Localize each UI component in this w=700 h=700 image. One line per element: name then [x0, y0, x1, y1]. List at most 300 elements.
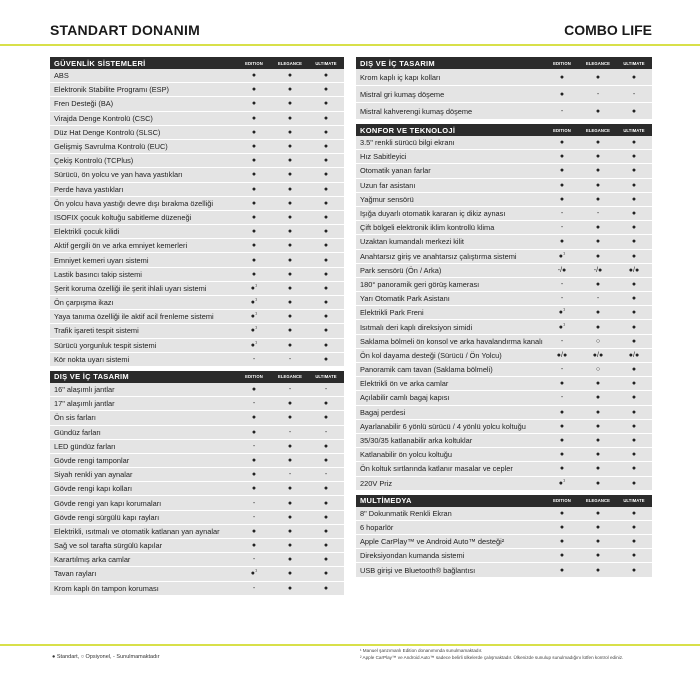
- table-row: [50, 83, 344, 97]
- table-row: [356, 86, 652, 103]
- value-edition: [544, 510, 580, 517]
- value-ultimate: [616, 167, 652, 174]
- table-row: [50, 310, 344, 324]
- table-row: [50, 97, 344, 111]
- feature-label: Anahtarsız giriş ve anahtarsız çalıştırma sistemi: [360, 251, 517, 261]
- availability-mark: ●: [595, 280, 601, 288]
- table-row: [50, 253, 344, 267]
- availability-mark: ●: [631, 465, 637, 473]
- availability-mark: ●: [250, 327, 255, 335]
- feature-label: Krom kaplı ön tampon koruması: [54, 583, 159, 593]
- value-ultimate: [616, 510, 652, 517]
- feature-label: Panoramik cam tavan (Saklama bölmeli): [360, 365, 493, 375]
- feature-label: Gövde rengi kapı kolları: [54, 484, 133, 494]
- table-row: [50, 324, 344, 338]
- availability-mark: ●: [287, 256, 293, 264]
- table-row: [50, 282, 344, 296]
- value-ultimate: [616, 324, 652, 331]
- table-row: [50, 339, 344, 353]
- column-header-elegance: ELEGANCE: [277, 374, 303, 380]
- availability-mark: ●: [251, 270, 257, 278]
- value-edition: [236, 228, 272, 235]
- feature-label: LED gündüz farları: [54, 441, 116, 451]
- footnote-ref: 1: [563, 477, 566, 483]
- availability-mark: ●: [251, 185, 257, 193]
- value-elegance: [272, 157, 308, 164]
- value-edition: [544, 281, 580, 288]
- feature-label: Trafik işareti tespit sistemi: [54, 326, 139, 336]
- availability-mark: -/●: [593, 266, 603, 274]
- table-row: [50, 468, 344, 482]
- value-ultimate: [308, 471, 344, 478]
- value-elegance: [580, 224, 616, 231]
- availability-mark: ●: [558, 323, 563, 331]
- availability-mark: ●: [631, 366, 637, 374]
- availability-mark: ●: [323, 513, 329, 521]
- availability-mark: ●/●: [592, 351, 604, 359]
- availability-mark: ●: [251, 428, 257, 436]
- value-elegance: [580, 210, 616, 217]
- feature-label: Fren Desteği (BA): [54, 99, 114, 109]
- table-row: [356, 207, 652, 221]
- value-ultimate: [308, 285, 344, 292]
- spec-section-konfor: [356, 124, 652, 491]
- availability-mark: ●: [250, 341, 255, 349]
- table-row: [356, 477, 652, 491]
- feature-label: Direksiyondan kumanda sistemi: [360, 551, 465, 561]
- value-edition: [236, 157, 272, 164]
- value-ultimate: [616, 196, 652, 203]
- availability-mark: ●: [251, 143, 257, 151]
- availability-mark: -: [252, 584, 256, 592]
- feature-label: Yaya tanıma özelliği ile aktif acil frenleme sistemi: [54, 312, 214, 322]
- feature-label: Gövde rengi tamponlar: [54, 455, 130, 465]
- availability-mark: ●: [323, 86, 329, 94]
- availability-mark: -: [252, 400, 256, 408]
- column-header-ultimate: ULTIMATE: [623, 498, 645, 504]
- availability-mark: ●: [323, 72, 329, 80]
- value-edition: [236, 429, 272, 436]
- table-row: [356, 521, 652, 535]
- value-edition: [236, 296, 272, 307]
- value-edition: [236, 443, 272, 450]
- value-ultimate: [308, 556, 344, 563]
- value-ultimate: [308, 528, 344, 535]
- availability-mark: -: [560, 107, 564, 115]
- availability-mark: ●: [595, 538, 601, 546]
- availability-mark: -: [560, 224, 564, 232]
- value-ultimate: [616, 437, 652, 444]
- availability-mark: ●: [559, 465, 565, 473]
- availability-mark: -: [560, 210, 564, 218]
- footnote-ref: 1: [563, 321, 566, 327]
- value-elegance: [580, 352, 616, 359]
- availability-mark: ●: [287, 513, 293, 521]
- value-edition: [236, 514, 272, 521]
- feature-label: Tavan rayları: [54, 569, 97, 579]
- availability-mark: ●: [559, 523, 565, 531]
- spec-section-dis-ic-left: [50, 371, 344, 596]
- availability-mark: ●: [631, 181, 637, 189]
- availability-mark: ●: [287, 456, 293, 464]
- table-row: [356, 235, 652, 249]
- value-ultimate: [308, 542, 344, 549]
- value-edition: [544, 250, 580, 260]
- feature-label: Mistral kahverengi kumaş döşeme: [360, 106, 473, 116]
- value-elegance: [272, 386, 308, 393]
- availability-mark: -: [324, 471, 328, 479]
- value-elegance: [272, 429, 308, 436]
- value-elegance: [272, 86, 308, 93]
- value-edition: [236, 485, 272, 492]
- availability-mark: ●: [323, 114, 329, 122]
- value-edition: [236, 400, 272, 407]
- value-ultimate: [308, 342, 344, 349]
- value-ultimate: [308, 214, 344, 221]
- availability-mark: ●: [559, 552, 565, 560]
- value-ultimate: [308, 271, 344, 278]
- feature-label: 16" alaşımlı jantlar: [54, 385, 115, 395]
- availability-mark: ●: [287, 327, 293, 335]
- table-row: [356, 377, 652, 391]
- value-ultimate: [616, 91, 652, 98]
- value-elegance: [580, 380, 616, 387]
- value-elegance: [580, 552, 616, 559]
- feature-label: Ön çarpışma ikazı: [54, 298, 114, 308]
- availability-mark: ●: [323, 400, 329, 408]
- section-title: MULTİMEDYA: [360, 496, 412, 506]
- availability-mark: ●: [595, 73, 601, 81]
- availability-mark: ●: [631, 509, 637, 517]
- section-header: [356, 124, 652, 136]
- column-header-elegance: ELEGANCE: [585, 498, 611, 504]
- availability-mark: ●: [287, 100, 293, 108]
- value-elegance: [272, 171, 308, 178]
- availability-mark: -: [596, 90, 600, 98]
- availability-mark: ●: [251, 100, 257, 108]
- table-row: [356, 363, 652, 377]
- feature-label: Çift bölgeli elektronik iklim kontrollü klima: [360, 223, 495, 233]
- value-edition: [236, 271, 272, 278]
- table-row: [356, 448, 652, 462]
- value-elegance: [580, 437, 616, 444]
- value-edition: [236, 310, 272, 321]
- column-header-edition: EDITION: [553, 498, 571, 504]
- value-edition: [544, 477, 580, 487]
- availability-mark: ●: [559, 181, 565, 189]
- availability-mark: -: [596, 210, 600, 218]
- table-row: [50, 567, 344, 581]
- value-elegance: [580, 74, 616, 81]
- availability-mark: ●: [595, 523, 601, 531]
- value-elegance: [580, 153, 616, 160]
- availability-mark: ●: [323, 242, 329, 250]
- value-elegance: [272, 72, 308, 79]
- feature-label: Elektronik Stabilite Programı (ESP): [54, 85, 170, 95]
- value-ultimate: [616, 238, 652, 245]
- value-elegance: [580, 366, 616, 373]
- legend: ● Standart, ○ Opsiyonel, - Sunulmamaktadır: [52, 654, 160, 660]
- value-ultimate: [308, 129, 344, 136]
- value-edition: [236, 115, 272, 122]
- feature-label: Otomatik yanan farlar: [360, 166, 431, 176]
- availability-mark: ●: [251, 128, 257, 136]
- availability-mark: ●: [287, 284, 293, 292]
- footnotes: [360, 648, 650, 662]
- value-ultimate: [308, 514, 344, 521]
- availability-mark: ●: [559, 90, 565, 98]
- availability-mark: ●: [323, 256, 329, 264]
- feature-label: Apple CarPlay™ ve Android Auto™ desteği²: [360, 537, 505, 547]
- value-elegance: [272, 570, 308, 577]
- table-row: [50, 239, 344, 253]
- availability-mark: -: [560, 295, 564, 303]
- value-ultimate: [616, 74, 652, 81]
- availability-mark: ●: [287, 313, 293, 321]
- value-edition: [236, 129, 272, 136]
- value-ultimate: [616, 380, 652, 387]
- value-elegance: [580, 281, 616, 288]
- value-elegance: [580, 309, 616, 316]
- value-elegance: [580, 196, 616, 203]
- availability-mark: ●: [323, 456, 329, 464]
- table-row: [356, 193, 652, 207]
- value-edition: [544, 210, 580, 217]
- table-row: [356, 549, 652, 563]
- value-edition: [544, 524, 580, 531]
- table-row: [50, 525, 344, 539]
- table-row: [356, 278, 652, 292]
- value-elegance: [580, 338, 616, 345]
- value-elegance: [272, 414, 308, 421]
- right-column: [356, 57, 652, 582]
- feature-label: Çekiş Kontrolü (TCPlus): [54, 156, 134, 166]
- value-elegance: [580, 394, 616, 401]
- availability-mark: ●: [287, 341, 293, 349]
- feature-label: Katlanabilir ön yolcu koltuğu: [360, 450, 453, 460]
- table-row: [50, 197, 344, 211]
- section-title: GÜVENLİK SİSTEMLERİ: [54, 58, 146, 68]
- availability-mark: ●: [631, 337, 637, 345]
- availability-mark: ○: [595, 337, 601, 345]
- value-ultimate: [616, 465, 652, 472]
- value-elegance: [272, 500, 308, 507]
- value-edition: [236, 471, 272, 478]
- feature-label: Gövde rengi yan kapı korumaları: [54, 498, 162, 508]
- availability-mark: ●: [631, 437, 637, 445]
- value-ultimate: [308, 386, 344, 393]
- availability-mark: ●: [287, 228, 293, 236]
- value-elegance: [272, 471, 308, 478]
- feature-label: Aktif gergili ön ve arka emniyet kemerleri: [54, 241, 188, 251]
- table-row: [50, 168, 344, 182]
- value-elegance: [272, 542, 308, 549]
- availability-mark: ●: [287, 157, 293, 165]
- availability-mark: ●: [595, 437, 601, 445]
- value-ultimate: [308, 228, 344, 235]
- availability-mark: ●: [631, 153, 637, 161]
- table-row: [50, 511, 344, 525]
- availability-mark: ●: [287, 499, 293, 507]
- availability-mark: ●: [323, 185, 329, 193]
- value-ultimate: [308, 299, 344, 306]
- value-ultimate: [616, 524, 652, 531]
- value-edition: [544, 552, 580, 559]
- availability-mark: ●: [631, 252, 637, 260]
- table-row: [50, 211, 344, 225]
- column-header-ultimate: ULTIMATE: [315, 374, 337, 380]
- table-row: [356, 250, 652, 264]
- value-ultimate: [616, 451, 652, 458]
- feature-label: Uzun far asistanı: [360, 180, 416, 190]
- table-row: [50, 140, 344, 154]
- availability-mark: ●: [631, 422, 637, 430]
- section-title: KONFOR VE TEKNOLOJİ: [360, 125, 456, 135]
- availability-mark: ●: [559, 437, 565, 445]
- value-edition: [544, 465, 580, 472]
- value-edition: [236, 457, 272, 464]
- footnote-ref: 1: [255, 339, 258, 345]
- feature-label: Bagaj perdesi: [360, 407, 406, 417]
- feature-label: USB girişi ve Bluetooth® bağlantısı: [360, 565, 476, 575]
- availability-mark: ●: [595, 252, 601, 260]
- value-elegance: [272, 285, 308, 292]
- value-ultimate: [308, 86, 344, 93]
- value-edition: [236, 542, 272, 549]
- availability-mark: ●: [559, 451, 565, 459]
- value-edition: [236, 556, 272, 563]
- availability-mark: ●: [323, 327, 329, 335]
- feature-label: Isıtmalı deri kaplı direksiyon simidi: [360, 322, 473, 332]
- table-row: [50, 426, 344, 440]
- availability-mark: ●: [250, 284, 255, 292]
- feature-label: 6 hoparlör: [360, 522, 394, 532]
- value-edition: [236, 100, 272, 107]
- availability-mark: ●: [631, 380, 637, 388]
- availability-mark: ●: [287, 199, 293, 207]
- value-elegance: [580, 510, 616, 517]
- value-edition: [544, 196, 580, 203]
- feature-label: 3.5" renkli sürücü bilgi ekranı: [360, 138, 455, 148]
- availability-mark: ●: [251, 527, 257, 535]
- value-ultimate: [616, 480, 652, 487]
- feature-label: Sürücü, ön yolcu ve yan hava yastıkları: [54, 170, 183, 180]
- value-elegance: [580, 238, 616, 245]
- availability-mark: ●: [595, 465, 601, 473]
- value-ultimate: [308, 585, 344, 592]
- value-ultimate: [616, 552, 652, 559]
- feature-label: 17" alaşımlı jantlar: [54, 399, 115, 409]
- availability-mark: ●/●: [556, 351, 568, 359]
- value-ultimate: [308, 570, 344, 577]
- table-row: [50, 440, 344, 454]
- table-row: [356, 264, 652, 278]
- availability-mark: ●: [558, 309, 563, 317]
- column-header-edition: EDITION: [245, 60, 263, 66]
- value-ultimate: [308, 171, 344, 178]
- availability-mark: ●: [595, 224, 601, 232]
- value-edition: [544, 108, 580, 115]
- availability-mark: ●: [287, 72, 293, 80]
- value-elegance: [272, 242, 308, 249]
- feature-label: 8" Dokunmatik Renkli Ekran: [360, 508, 452, 518]
- table-row: [50, 582, 344, 596]
- feature-label: Uzaktan kumandalı merkezi kilit: [360, 237, 464, 247]
- availability-mark: ●: [287, 185, 293, 193]
- availability-mark: ●: [323, 270, 329, 278]
- availability-mark: ●: [250, 570, 255, 578]
- value-elegance: [272, 327, 308, 334]
- section-title: DIŞ VE İÇ TASARIM: [54, 372, 129, 382]
- availability-mark: ●: [323, 313, 329, 321]
- availability-mark: ●: [323, 128, 329, 136]
- availability-mark: -: [632, 90, 636, 98]
- availability-mark: ●: [287, 485, 293, 493]
- value-ultimate: [308, 400, 344, 407]
- availability-mark: ●: [323, 199, 329, 207]
- availability-mark: ●: [631, 167, 637, 175]
- availability-mark: ●: [251, 542, 257, 550]
- table-row: [356, 306, 652, 320]
- section-title: DIŞ VE İÇ TASARIM: [360, 58, 435, 68]
- availability-mark: ●: [323, 556, 329, 564]
- value-elegance: [272, 257, 308, 264]
- availability-mark: ●: [323, 414, 329, 422]
- feature-label: Gündüz farları: [54, 427, 101, 437]
- page-header: [50, 22, 652, 44]
- value-ultimate: [616, 352, 652, 359]
- availability-mark: ●: [595, 139, 601, 147]
- availability-mark: ●: [631, 309, 637, 317]
- availability-mark: ●: [251, 72, 257, 80]
- value-edition: [544, 538, 580, 545]
- value-edition: [544, 437, 580, 444]
- table-row: [50, 183, 344, 197]
- value-elegance: [272, 214, 308, 221]
- availability-mark: -: [288, 386, 292, 394]
- feature-label: Krom kaplı iç kapı kolları: [360, 72, 441, 82]
- availability-mark: ●: [595, 394, 601, 402]
- value-edition: [544, 309, 580, 316]
- availability-mark: ●: [287, 171, 293, 179]
- value-elegance: [580, 324, 616, 331]
- table-row: [50, 296, 344, 310]
- page-title: STANDART DONANIM: [50, 22, 200, 38]
- value-elegance: [272, 129, 308, 136]
- availability-mark: -: [560, 280, 564, 288]
- table-row: [356, 221, 652, 235]
- table-row: [356, 563, 652, 577]
- value-ultimate: [616, 567, 652, 574]
- availability-mark: ●: [595, 309, 601, 317]
- footnote-ref: 1: [255, 296, 258, 302]
- footnote-ref: 1: [563, 250, 566, 256]
- value-elegance: [580, 295, 616, 302]
- feature-label: Şerit koruma özelliği ile şerit ihlali uyarı sistemi: [54, 283, 207, 293]
- availability-mark: ●: [631, 195, 637, 203]
- availability-mark: ●: [323, 213, 329, 221]
- feature-label: ABS: [54, 71, 69, 81]
- table-row: [50, 397, 344, 411]
- feature-label: Perde hava yastıkları: [54, 184, 124, 194]
- availability-mark: ●: [287, 128, 293, 136]
- value-edition: [236, 257, 272, 264]
- availability-mark: ●/●: [628, 351, 640, 359]
- value-ultimate: [616, 295, 652, 302]
- availability-mark: ●: [631, 523, 637, 531]
- value-edition: [236, 214, 272, 221]
- column-header-ultimate: ULTIMATE: [623, 60, 645, 66]
